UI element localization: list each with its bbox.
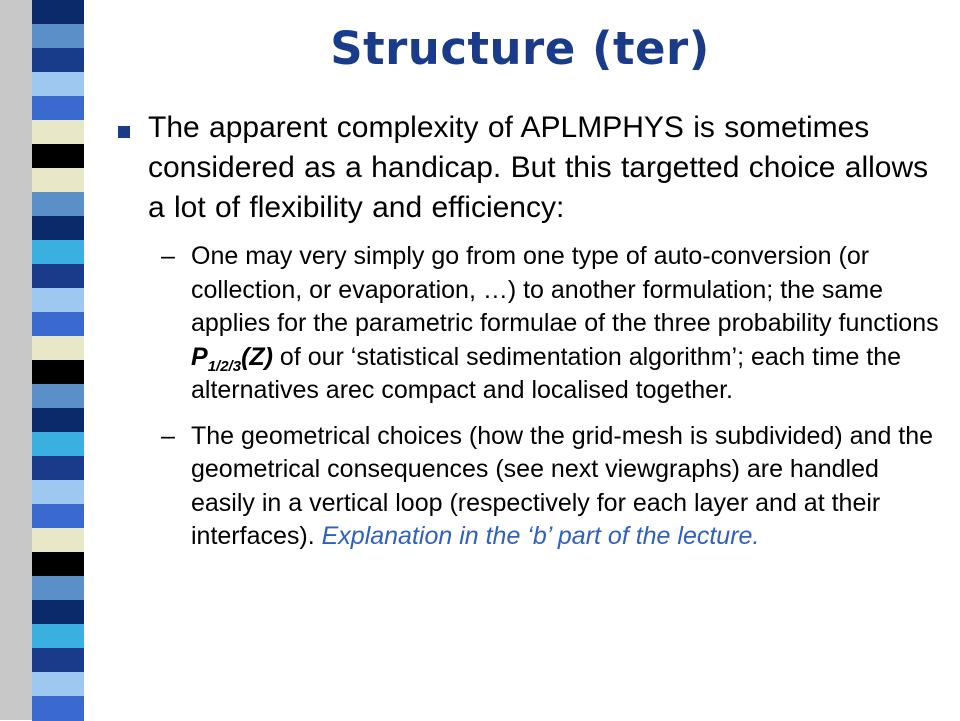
stripe-block bbox=[32, 408, 84, 433]
stripe-block bbox=[32, 672, 84, 697]
stripe-block bbox=[32, 600, 84, 625]
stripe-block bbox=[32, 192, 84, 217]
sub-item-1 bbox=[118, 240, 948, 408]
stripe-block bbox=[32, 312, 84, 337]
sub-item-1-text-end: of our ‘statistical sedimentation algorithm’; each time the alternatives arec compact and localised together. bbox=[191, 342, 902, 404]
decorative-stripe-bar bbox=[0, 0, 110, 720]
stripe-right-edge bbox=[84, 0, 110, 720]
stripe-block bbox=[32, 144, 84, 169]
bullet-area bbox=[118, 108, 948, 566]
square-bullet-icon bbox=[118, 126, 130, 138]
stripe-block bbox=[32, 288, 84, 313]
stripe-block bbox=[32, 120, 84, 145]
stripe-block bbox=[32, 696, 84, 721]
main-bullet-text: The apparent complexity of APLMPHYS is sometimes considered as a handicap. But this targetted choice allows a lot of flexibility and efficiency: bbox=[148, 111, 929, 224]
stripe-block bbox=[32, 648, 84, 673]
stripe-block bbox=[32, 168, 84, 193]
stripe-block bbox=[32, 240, 84, 265]
dash-marker: – bbox=[161, 421, 175, 450]
stripe-block bbox=[32, 528, 84, 553]
stripe-block bbox=[32, 0, 84, 25]
lecture-reference: Explanation in the ‘b’ part of the lecture. bbox=[321, 522, 760, 550]
stripe-block bbox=[32, 216, 84, 241]
stripe-block bbox=[32, 384, 84, 409]
formula-argument: (Z) bbox=[241, 342, 273, 371]
stripe-block bbox=[32, 624, 84, 649]
stripe-block bbox=[32, 336, 84, 361]
stripe-block bbox=[32, 96, 84, 121]
stripe-block bbox=[32, 504, 84, 529]
slide-title: Structure (ter) bbox=[330, 22, 710, 75]
probability-formula bbox=[191, 342, 273, 375]
sub-item-1-text-start: One may very simply go from one type of auto-conversion (or collection, or evaporation, …) to another formulation; the same applies for the parametric formulae of the three probability functions bbox=[191, 242, 939, 337]
stripe-block bbox=[32, 360, 84, 385]
sub-item-2-text: The geometrical choices (how the grid-mesh is subdivided) and the geometrical consequences (see next viewgraphs) are handled easily in a vertical loop (respectively for each layer and at their interfaces). bbox=[191, 421, 934, 550]
stripe-block bbox=[32, 48, 84, 73]
stripe-block bbox=[32, 552, 84, 577]
formula-symbol: P bbox=[191, 342, 208, 371]
stripe-left-band bbox=[0, 0, 32, 720]
main-bullet bbox=[118, 108, 948, 228]
stripe-block bbox=[32, 456, 84, 481]
stripe-block bbox=[32, 72, 84, 97]
formula-subscript: 1/2/3 bbox=[207, 357, 242, 375]
sub-list bbox=[118, 240, 948, 554]
stripe-block bbox=[32, 24, 84, 49]
stripe-block bbox=[32, 480, 84, 505]
stripe-block bbox=[32, 432, 84, 457]
stripe-block bbox=[32, 576, 84, 601]
stripe-block bbox=[32, 264, 84, 289]
sub-item-2 bbox=[118, 420, 948, 554]
dash-marker: – bbox=[161, 242, 175, 270]
